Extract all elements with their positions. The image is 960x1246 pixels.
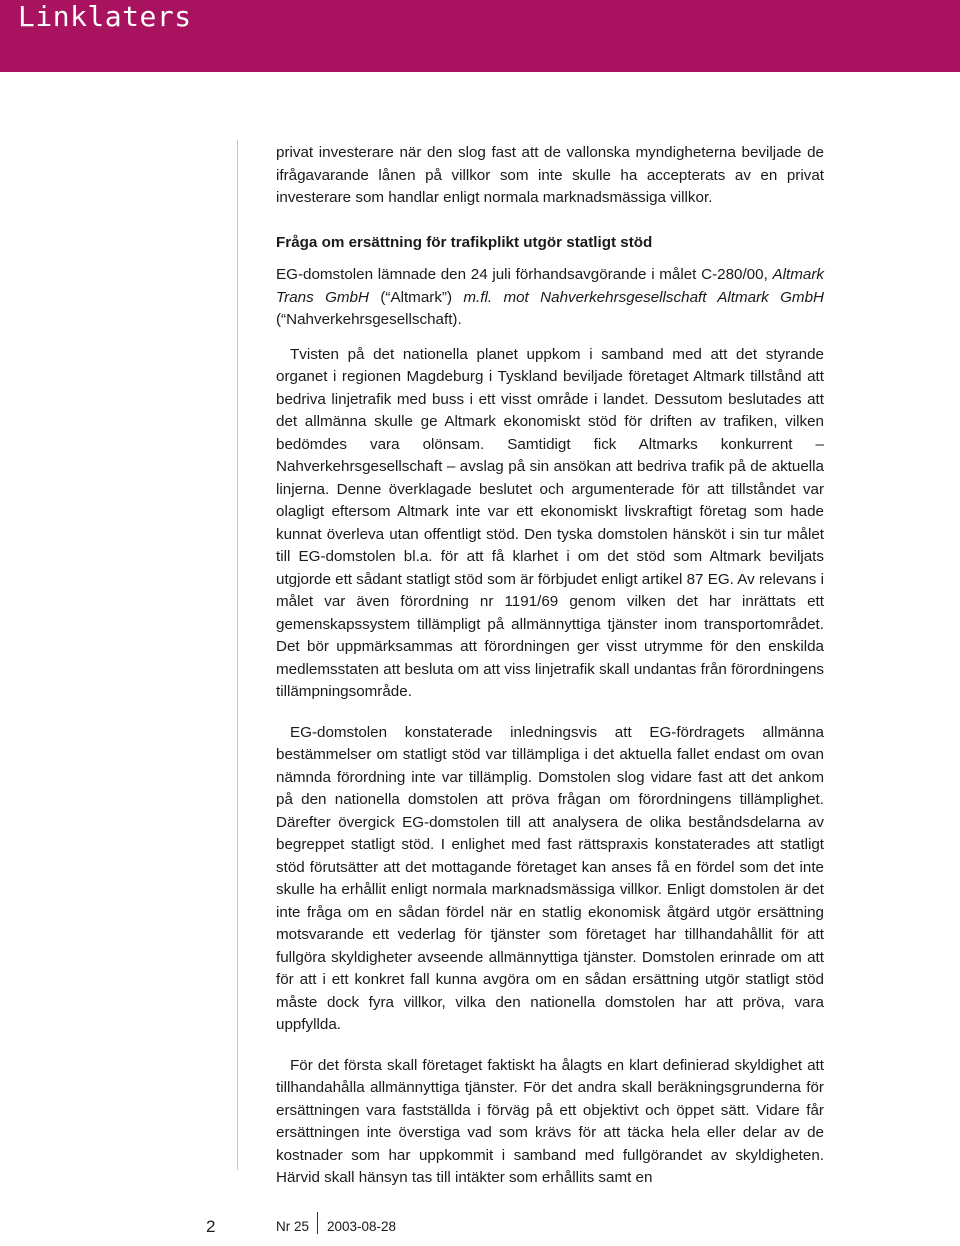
- paragraph-2: EG-domstolen konstaterade inledningsvis att EG-fördragets allmänna bestämmelser om statligt stöd var tillämpliga i det aktuella fallet endast om ovan nämnda förordning inte var tillämplig. Domstolen slog vidare fast att det ankom på den nationella domstolen att pröva frågan om förordningens tillämplighet. Därefter övergick EG-domstolen till att analysera de olika beståndsdelarna av begreppet statligt stöd. I enlighet med fast rättspraxis konstaterades att statligt stöd förutsätter att det mottagande företaget kan anses få en fördel som det inte skulle ha erhållit enligt normala marknadsmässiga villkor. Enligt domstolen är det inte fråga om en sådan fördel när en statlig ekonomisk åtgärd utgör ersättning motsvarande ett vederlag för tjänster som företaget har tillhandahållit för att fullgöra skyldigheter avseende allmännyttiga tjänster. Domstolen erinrade om att för att i ett konkret fall kunna avgöra om en sådan ersättning utgör statligt stöd måste dock fyra villkor, vilka den nationella domstolen har att pröva, vara uppfyllda.: [276, 723, 824, 1033]
- paragraph-1: Tvisten på det nationella planet uppkom i samband med att det styrande organet i regionen Magdeburg i Tyskland beviljade företaget Altmark tillstånd att bedriva linjetrafik med buss i ett visst område i landet. Dessutom beslutades att det allmänna skulle ge Altmark ekonomiskt stöd för driften av trafiken, vilken bedömdes vara olönsam. Samtidigt fick Altmarks konkurrent – Nahverkehrsgesellschaft – avslag på sin ansökan att bedriva trafik på de aktuella linjerna. Denne överklagade beslutet och argumenterade för att tillståndet var olagligt eftersom Altmark inte var ett ekonomiskt livskraftigt företag som hade kunnat överleva utan offentligt stöd. Den tyska domstolen hänsköt i sin tur målet till EG-domstolen bl.a. för att få klarhet i om det stöd som Altmark beviljats utgjorde ett sådant statligt stöd som är förbjudet enligt artikel 87 EG. Av relevans i målet var även förordning nr 1191/69 genom vilken det har inrättats ett gemenskapssystem tillämpligt på allmännyttiga tjänster inom transportområdet. Det bör uppmärksammas att förordningen ger visst utrymme för den enskilda medlemsstaten att besluta om att viss linjetrafik skall undantas från förordningens tillämpningsområde.: [276, 345, 824, 700]
- page-number: 2: [206, 1217, 216, 1236]
- paragraph-3: För det första skall företaget faktiskt ha ålagts en klart definierad skyldighet att tillhandahålla allmännyttiga tjänster. För det andra skall beräkningsgrunderna för ersättningen vara fastställda i förväg på ett objektivt och öppet sätt. Vidare får ersättningen inte överstiga vad som krävs för att täcka hela eller delar av de kostnader som har uppkommit i samband med fullgörandet av skyldigheten. Härvid skall hänsyn tas till intäkter som erhållits samt en: [276, 1056, 824, 1186]
- case-name-part2: m.fl. mot Nahverkehrsgesellschaft Altmark GmbH: [463, 288, 824, 306]
- case-name-part1: Altmark Trans GmbH: [276, 266, 824, 306]
- case-alias1: (“Altmark”): [368, 288, 464, 306]
- issue-number: Nr 25: [276, 1219, 310, 1234]
- case-line-prefix: EG-domstolen lämnade den 24 juli förhandsavgörande i målet C-280/00,: [276, 266, 768, 283]
- section-heading: Fråga om ersättning för trafikplikt utgör statligt stöd: [276, 233, 653, 251]
- case-reference: [276, 264, 824, 332]
- margin-rule: [237, 140, 238, 1170]
- header-bar: [0, 0, 960, 72]
- issue-date: 2003-08-28: [327, 1219, 397, 1234]
- intro-paragraph: privat investerare när den slog fast att de vallonska myndigheterna beviljade de ifrågavarande lånen på villkor som inte skulle ha accepterats av en privat investerare som handlar enligt normala marknadsmässiga villkor.: [276, 144, 824, 206]
- footer-divider: [317, 1212, 318, 1234]
- case-alias2: (“Nahverkehrsgesellschaft).: [276, 311, 462, 328]
- article-body: [276, 142, 824, 1190]
- linklaters-logo: Linklaters: [18, 0, 192, 33]
